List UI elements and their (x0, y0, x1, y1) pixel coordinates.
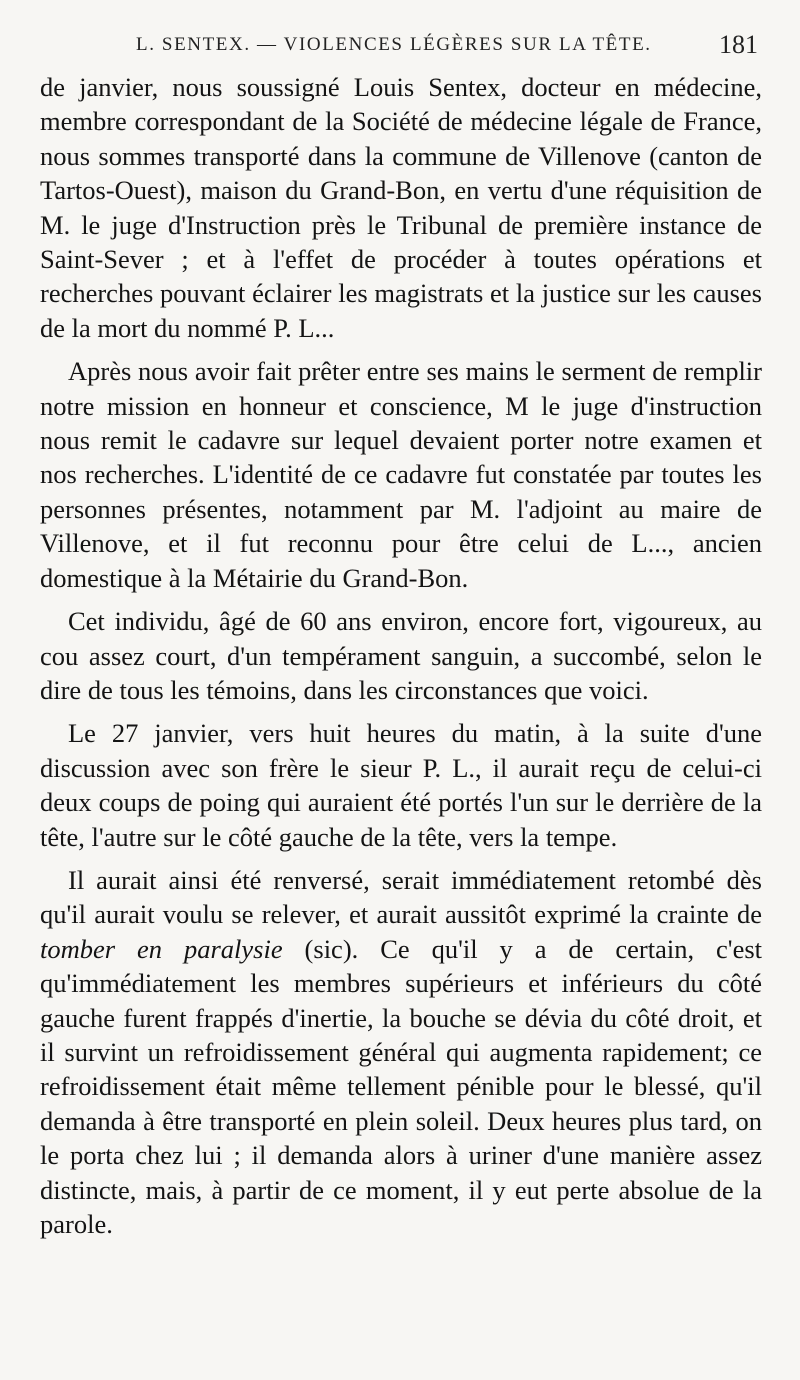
paragraph-3: Cet individu, âgé de 60 ans environ, encore fort, vigoureux, au cou assez court, d'un tempérament sanguin, a succombé, selon le dire de tous les témoins, dans les circonstances que voici. (40, 606, 762, 705)
paragraph-4: Le 27 janvier, vers huit heures du matin, à la suite d'une discussion avec son frère le sieur P. L., il aurait reçu de celui-ci deux coups de poing qui auraient été portés l'un sur le derrière de la tête, l'autre sur le côté gauche de la tête, vers la tempe. (40, 718, 762, 852)
paragraph-5-before: Il aurait ainsi été renversé, serait immédiatement retombé dès qu'il aurait voulu se relever, et aurait aussitôt exprimé la crainte de (40, 864, 762, 930)
paragraph-2: Après nous avoir fait prêter entre ses mains le serment de remplir notre mission en honneur et conscience, M le juge d'instruction nous remit le cadavre sur lequel devaient porter notre examen et nos recherches. L'identité de ce cadavre fut constatée par toutes les personnes présentes, notamment par M. l'adjoint au maire de Villenove, et il fut reconnu pour être celui de L..., ancien domestique à la Métairie du Grand-Bon. (40, 356, 762, 593)
page-header (40, 30, 764, 70)
paragraph-5-after: (sic). Ce qu'il y a de certain, c'est qu'immédiatement les membres supérieurs et inférieurs du côté gauche furent frappés d'inertie, la bouche se dévia du côté droit, et il survint un refroidissement général qui augmenta rapidement; ce refroidissement était même tellement pénible pour le blessé, qu'il demanda à être transporté en plein soleil. Deux heures plus tard, on le porta chez lui ; il demanda alors à uriner d'une manière assez distincte, mais, à partir de ce moment, il y eut perte absolue de la parole. (40, 933, 763, 1239)
running-head: L. SENTEX. — VIOLENCES LÉGÈRES SUR LA TÊTE. (136, 34, 652, 55)
body-text (40, 70, 762, 1250)
paragraph-5-italic: tomber en paralysie (40, 933, 283, 964)
paragraph-1: de janvier, nous soussigné Louis Sentex, docteur en médecine, membre correspondant de la Société de médecine légale de France, nous sommes transporté dans la commune de Villenove (canton de Tartos-Ouest), maison du Grand-Bon, en vertu d'une réquisition de M. le juge d'Instruction près le Tribunal de première instance de Saint-Sever ; et à l'effet de procéder à toutes opérations et recherches pouvant éclairer les magistrats et la justice sur les causes de la mort du nommé P. L... (40, 72, 762, 343)
page-number: 181 (719, 30, 758, 59)
paragraph-5 (40, 863, 762, 1241)
